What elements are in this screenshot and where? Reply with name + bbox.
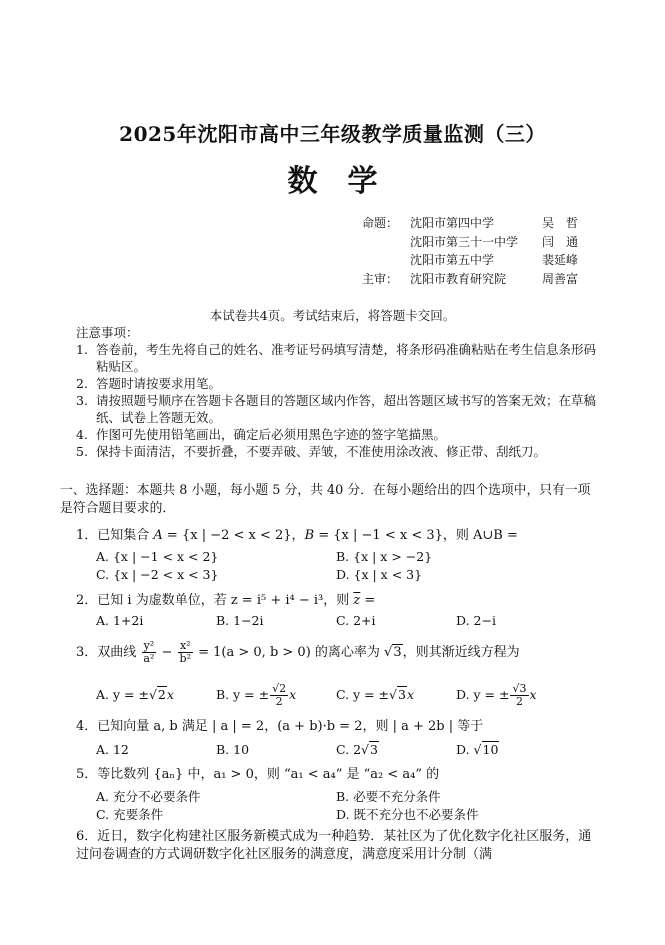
author-person: 周善富 [542,271,579,286]
q4-option-d[interactable] [456,741,576,759]
q3-option-d[interactable] [456,682,576,708]
q5-options [96,788,596,824]
q5-option-c[interactable]: C. 充要条件 [96,807,164,822]
author-person: 裴延峰 [542,253,579,267]
note-number: 2. [76,376,88,391]
option-prefix: C. 2 [336,742,362,757]
notes-block [76,324,596,460]
option-sqrt: 3 [370,742,378,757]
q3-option-c[interactable] [336,682,456,708]
note-number: 5. [76,444,88,459]
author-role: 主审： [362,271,399,286]
q1-option-a[interactable]: A. {x | −1 < x < 2} [96,549,219,564]
option-row [96,566,596,584]
note-number: 1. [76,342,88,357]
q2-options [96,612,596,630]
q4-option-c[interactable] [336,741,456,759]
q4-option-b[interactable]: B. 10 [216,742,250,757]
q3-stem-end: ，则其渐近线方程为 [402,645,520,660]
q1-set-a-def: = {x | −2 < x < 2}， [162,528,305,543]
option-prefix: C. y = ± [336,687,390,702]
q3-option-a[interactable] [96,682,216,708]
note-text: 作图可先使用铅笔画出，确定后必须用黑色字迹的签字笔描黑。 [96,427,447,442]
sqrt-sign: √ [361,742,369,757]
question-3 [76,640,596,666]
option-sqrt: 3 [398,687,406,702]
q3-fraction-y [141,640,156,665]
option-sqrt: 10 [482,742,499,757]
q1-set-b: B [304,528,315,543]
fraction-numerator: √2 [272,682,287,695]
author-row [362,270,602,289]
option-prefix: D. y = ± [456,687,510,702]
notes-title: 注意事项： [76,325,139,340]
question-6: 6．近日，数字化构建社区服务新模式成为一种趋势．某社区为了优化数字化社区服务，通过问卷调查的方式调研数字化社区服务的满意度，满意度采用计分制（满 [76,829,592,862]
q1-options [96,548,596,584]
author-row [362,233,602,252]
option-sqrt: 2 [157,687,166,702]
author-school: 沈阳市第三十一中学 [410,234,519,249]
author-role [362,233,410,252]
q3-stem: 3．双曲线 [76,645,141,660]
q5-option-a[interactable]: A. 充分不必要条件 [96,789,201,804]
note-item [76,443,596,460]
author-row [362,214,602,233]
option-prefix: B. y = ± [216,687,270,702]
author-school: 沈阳市第五中学 [410,253,495,267]
note-number: 3. [76,393,88,408]
exam-title: 2025年沈阳市高中三年级教学质量监测（三） [119,122,546,146]
option-fraction [510,683,528,708]
q2-option-a[interactable]: A. 1+2i [96,613,144,628]
option-row [96,548,596,566]
author-school: 沈阳市教育研究院 [410,271,507,286]
author-person: 吴 哲 [542,216,579,230]
author-role: 命题： [362,216,399,230]
option-var: x [529,687,537,702]
option-prefix: A. y = ± [96,687,149,702]
fraction-numerator: √3 [512,682,527,695]
q3-sqrt-value: 3 [393,645,402,660]
q1-option-d[interactable]: D. {x | x < 3} [336,567,423,582]
fraction-denominator: b² [179,652,191,665]
q2-option-d[interactable]: D. 2−i [456,613,496,628]
option-fraction [270,683,288,708]
note-number: 4. [76,427,88,442]
q4-option-a[interactable]: A. 12 [96,742,129,757]
option-var: x [289,687,297,702]
note-text: 请按照题号顺序在答题卡各题目的答题区域内作答，超出答题区域书写的答案无效；在草稿纸、试卷上答题无效。 [96,393,597,425]
exam-subject: 数学 [287,164,408,199]
fraction-denominator: 2 [515,695,523,708]
note-item [76,375,596,392]
note-text: 答卷前，考生先将自己的姓名、准考证号码填写清楚，将条形码准确粘贴在考生信息条形码粘贴区。 [96,342,597,374]
q5-option-d[interactable]: D. 既不充分也不必要条件 [336,807,479,822]
note-text: 保持卡面清洁，不要折叠，不要弄破、弄皱，不准使用涂改液、修正带、刮纸刀。 [96,444,547,459]
sqrt-sign: √ [148,687,157,702]
option-row [96,806,596,824]
q2-option-c[interactable]: C. 2+i [336,613,376,628]
fraction-denominator: 2 [275,695,283,708]
fraction-numerator: y² [143,639,155,652]
question-1 [76,527,596,545]
question-4: 4．已知向量 a, b 满足 | a | = 2，(a + b)·b = 2，则 | a + 2b | 等于 [76,719,484,734]
q3-stem-mid: = 1(a > 0, b > 0) 的离心率为 [198,645,385,660]
option-row [96,682,596,708]
q1-option-b[interactable]: B. {x | x > −2} [336,549,433,564]
option-var: x [166,687,174,702]
q5-option-b[interactable]: B. 必要不充分条件 [336,789,441,804]
sqrt-sign: √ [473,742,482,757]
sqrt-sign: √ [389,687,397,702]
author-row [362,251,602,270]
author-school: 沈阳市第四中学 [410,216,495,230]
q3-option-b[interactable] [216,682,336,708]
exam-notice: 本试卷共4页。考试结束后，将答题卡交回。 [209,308,456,323]
q2-conjugate: $\overline{z}$ [353,593,361,608]
option-row [96,741,596,759]
q2-stem: 2．已知 i 为虚数单位，若 z = i⁵ + i⁴ − i³，则 [76,593,354,608]
section-heading: 一、选择题：本题共 8 小题，每小题 5 分，共 40 分．在每小题给出的四个选项中，只有一项是符合题目要求的． [60,483,591,516]
fraction-denominator: a² [143,652,155,665]
note-item [76,392,596,426]
note-item [76,426,596,443]
q2-stem-end: = [360,593,376,608]
q4-options [96,741,596,759]
option-var: x [406,687,415,702]
author-role [362,251,410,270]
fraction-numerator: x² [179,639,191,652]
q3-minus: − [161,645,177,660]
author-list [362,214,602,288]
question-2 [76,592,596,610]
option-prefix: D. [456,742,474,757]
note-item [76,341,596,375]
q1-set-a: A [153,528,163,543]
q1-option-c[interactable]: C. {x | −2 < x < 3} [96,567,219,582]
option-row [96,788,596,806]
q1-set-b-def: = {x | −1 < x < 3}，则 A∪B = [314,528,518,543]
q3-options [96,682,596,708]
option-row [96,612,596,630]
q1-stem: 1．已知集合 [76,528,154,543]
note-text: 答题时请按要求用笔。 [96,376,222,391]
question-5: 5．等比数列 {aₙ} 中，a₁ > 0，则 “a₁ < a₄” 是 “a₂ < a₄” 的 [76,767,440,782]
author-person: 闫 通 [542,234,579,249]
q3-fraction-x [178,640,193,665]
q2-option-b[interactable]: B. 1−2i [216,613,264,628]
sqrt-sign: √ [384,645,393,660]
